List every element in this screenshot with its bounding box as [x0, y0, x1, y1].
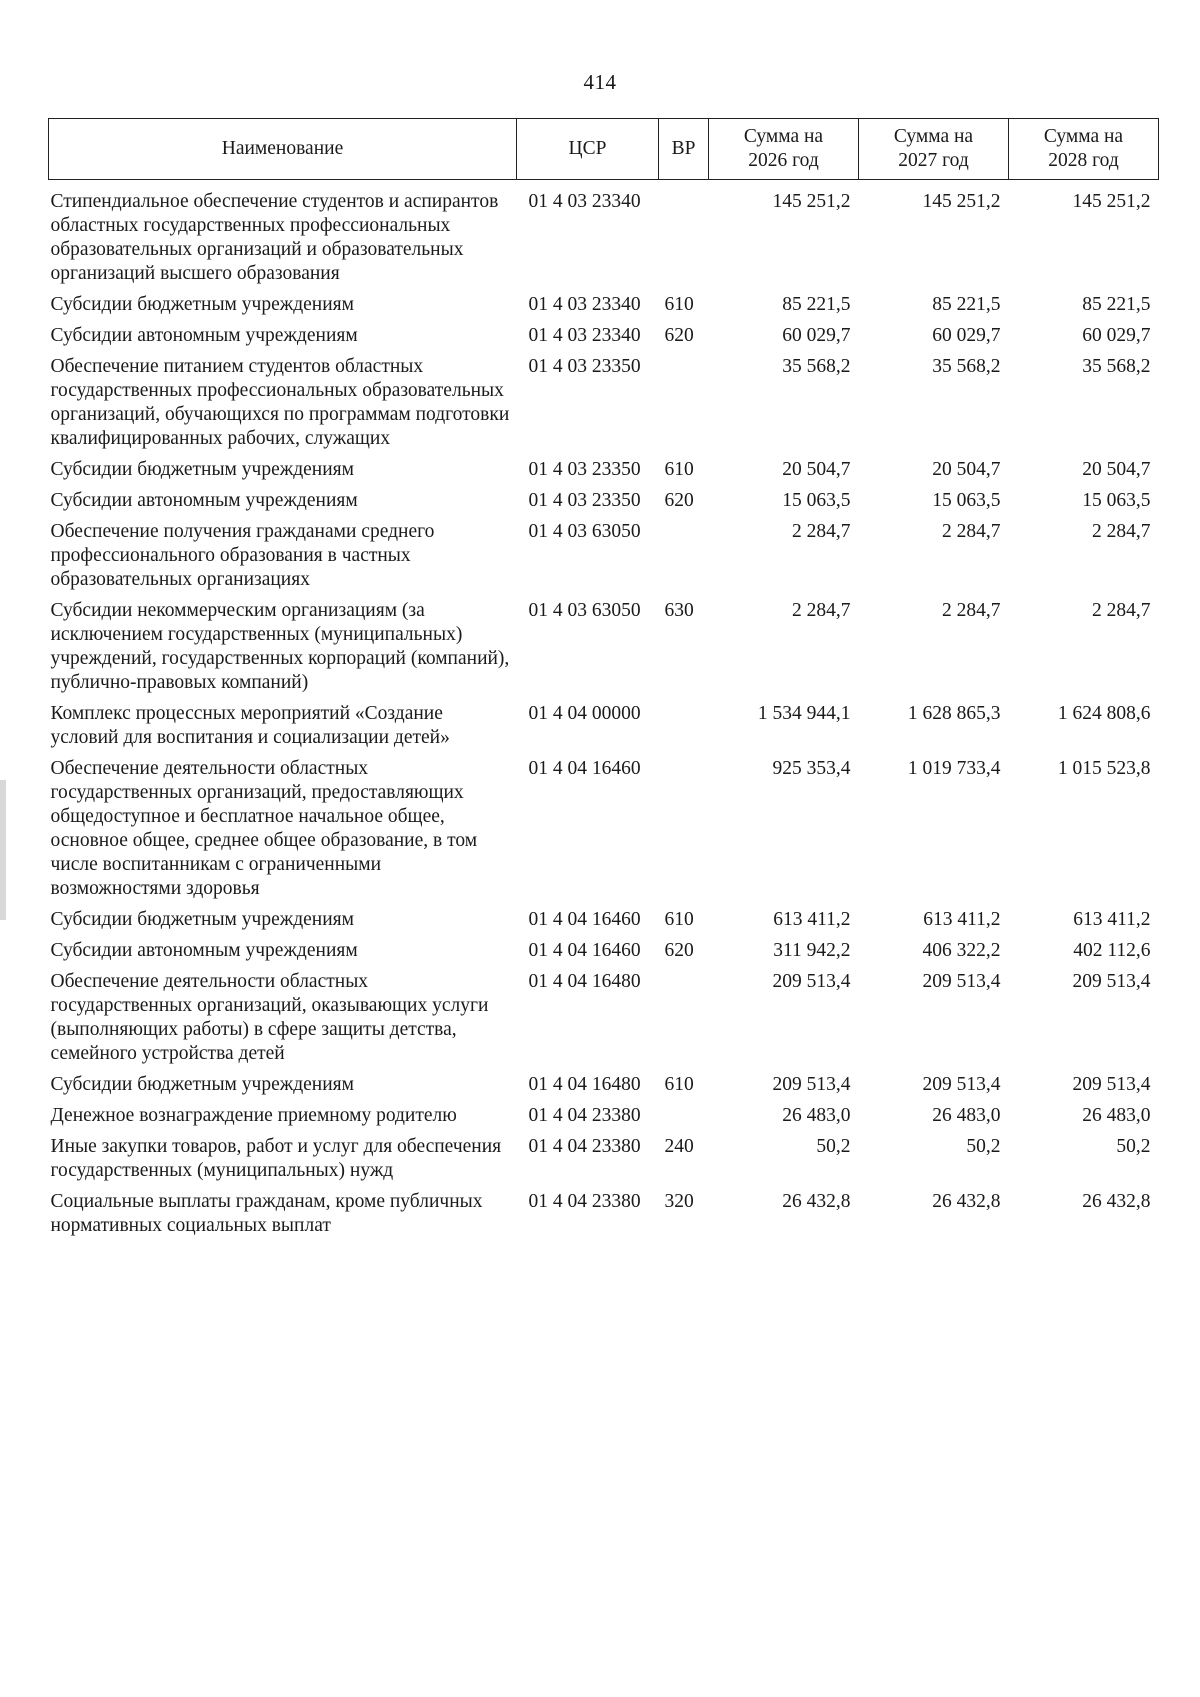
- row-sum-2027: 26 483,0: [932, 1105, 1001, 1126]
- header-sum-2027-line2: 2027 год: [898, 150, 969, 171]
- row-vr: 620: [664, 490, 694, 511]
- row-csr: 01 4 03 23350: [528, 356, 641, 377]
- table-row: [49, 321, 1159, 352]
- row-sum-2026: 145 251,2: [772, 191, 851, 212]
- row-name: Иные закупки товаров, работ и услуг для обеспечения государственных (муниципальных) нужд: [50, 1136, 502, 1181]
- header-sum-2026: [709, 119, 859, 180]
- row-vr: 320: [664, 1191, 694, 1212]
- row-sum-2028: 60 029,7: [1082, 325, 1151, 346]
- row-vr: [659, 967, 709, 1070]
- table-row: [49, 596, 1159, 699]
- row-name: Субсидии бюджетным учреждениям: [50, 459, 354, 480]
- row-sum-2027: 209 513,4: [922, 971, 1001, 992]
- row-name: Субсидии бюджетным учреждениям: [50, 909, 354, 930]
- header-sum-2028-line1: Сумма на: [1043, 126, 1124, 147]
- row-csr: 01 4 03 23340: [528, 294, 641, 315]
- row-csr: 01 4 03 23340: [528, 191, 641, 212]
- table-body: [49, 180, 1159, 1243]
- header-csr: ЦСР: [517, 119, 659, 180]
- row-sum-2027: 20 504,7: [932, 459, 1001, 480]
- row-csr: 01 4 04 23380: [528, 1136, 641, 1157]
- header-sum-2027: [859, 119, 1009, 180]
- row-sum-2027: 2 284,7: [942, 521, 1001, 542]
- row-vr: [659, 180, 709, 291]
- row-sum-2026: 613 411,2: [773, 909, 851, 930]
- header-sum-2026-line2: 2026 год: [748, 150, 819, 171]
- row-sum-2027: 209 513,4: [922, 1074, 1001, 1095]
- row-name: Комплекс процессных мероприятий «Создание условий для воспитания и социализации детей»: [50, 703, 450, 748]
- row-sum-2026: 209 513,4: [772, 971, 851, 992]
- row-sum-2026: 311 942,2: [773, 940, 851, 961]
- row-name: Обеспечение деятельности областных государственных организаций, оказывающих услуги (выполняющих работы) в сфере защиты детства, семейного устройства детей: [50, 971, 489, 1064]
- row-sum-2026: 209 513,4: [772, 1074, 851, 1095]
- table-row: [49, 699, 1159, 754]
- row-sum-2026: 26 432,8: [782, 1191, 851, 1212]
- row-csr: 01 4 04 23380: [528, 1191, 641, 1212]
- row-sum-2026: 60 029,7: [782, 325, 851, 346]
- row-vr: [659, 1101, 709, 1132]
- row-sum-2028: 2 284,7: [1092, 521, 1151, 542]
- header-row: [49, 119, 1159, 180]
- row-csr: 01 4 03 23350: [528, 459, 641, 480]
- row-vr: [659, 754, 709, 905]
- table-row: [49, 1132, 1159, 1187]
- row-name: Стипендиальное обеспечение студентов и аспирантов областных государственных профессиональных образовательных организаций и образовательных организаций высшего образования: [50, 191, 499, 284]
- row-csr: 01 4 04 23380: [528, 1105, 641, 1126]
- row-sum-2028: 50,2: [1116, 1136, 1151, 1157]
- row-csr: 01 4 03 63050: [528, 521, 641, 542]
- row-name: Субсидии бюджетным учреждениям: [50, 1074, 354, 1095]
- table-row: [49, 290, 1159, 321]
- header-vr: ВР: [659, 119, 709, 180]
- row-name: Субсидии бюджетным учреждениям: [50, 294, 354, 315]
- row-sum-2026: 85 221,5: [782, 294, 851, 315]
- row-sum-2028: 613 411,2: [1073, 909, 1151, 930]
- row-sum-2026: 925 353,4: [772, 758, 851, 779]
- row-sum-2028: 145 251,2: [1072, 191, 1151, 212]
- row-sum-2026: 1 534 944,1: [757, 703, 851, 724]
- table-row: [49, 1070, 1159, 1101]
- row-sum-2026: 2 284,7: [792, 600, 851, 621]
- row-csr: 01 4 04 16480: [528, 1074, 641, 1095]
- row-sum-2028: 1 015 523,8: [1057, 758, 1151, 779]
- row-sum-2027: 2 284,7: [942, 600, 1001, 621]
- table-row: [49, 455, 1159, 486]
- table-row: [49, 352, 1159, 455]
- row-sum-2027: 50,2: [966, 1136, 1001, 1157]
- row-vr: 620: [664, 940, 694, 961]
- row-vr: 610: [664, 459, 694, 480]
- row-sum-2028: 85 221,5: [1082, 294, 1151, 315]
- header-name: Наименование: [49, 119, 517, 180]
- row-csr: 01 4 04 16480: [528, 971, 641, 992]
- row-name: Денежное вознаграждение приемному родителю: [50, 1105, 457, 1126]
- row-vr: [659, 517, 709, 596]
- header-sum-2028-line2: 2028 год: [1048, 150, 1119, 171]
- budget-table: [48, 118, 1159, 1242]
- row-sum-2027: 35 568,2: [932, 356, 1001, 377]
- row-sum-2028: 209 513,4: [1072, 1074, 1151, 1095]
- scan-edge-shadow: [0, 780, 6, 920]
- table-header: [49, 119, 1159, 180]
- row-vr: [659, 699, 709, 754]
- table-row: [49, 486, 1159, 517]
- row-sum-2026: 35 568,2: [782, 356, 851, 377]
- row-vr: 630: [664, 600, 694, 621]
- row-name: Субсидии автономным учреждениям: [50, 940, 358, 961]
- row-sum-2027: 60 029,7: [932, 325, 1001, 346]
- row-sum-2027: 1 019 733,4: [907, 758, 1001, 779]
- row-sum-2028: 26 483,0: [1082, 1105, 1151, 1126]
- row-sum-2028: 15 063,5: [1082, 490, 1151, 511]
- row-name: Обеспечение питанием студентов областных государственных профессиональных образовательных организаций, обучающихся по программам подготовки квалифицированных рабочих, служащих: [50, 356, 510, 449]
- row-sum-2027: 26 432,8: [932, 1191, 1001, 1212]
- row-csr: 01 4 04 16460: [528, 909, 641, 930]
- header-sum-2028: [1009, 119, 1159, 180]
- row-sum-2026: 2 284,7: [792, 521, 851, 542]
- header-sum-2027-line1: Сумма на: [893, 126, 974, 147]
- row-csr: 01 4 04 16460: [528, 940, 641, 961]
- table-row: [49, 1187, 1159, 1242]
- row-vr: 240: [664, 1136, 694, 1157]
- row-csr: 01 4 04 16460: [528, 758, 641, 779]
- table-row: [49, 180, 1159, 291]
- row-csr: 01 4 03 63050: [528, 600, 641, 621]
- row-vr: [659, 352, 709, 455]
- row-sum-2028: 35 568,2: [1082, 356, 1151, 377]
- page-number: 414: [583, 70, 617, 94]
- row-sum-2028: 26 432,8: [1082, 1191, 1151, 1212]
- table-row: [49, 517, 1159, 596]
- row-sum-2026: 50,2: [816, 1136, 851, 1157]
- table-row: [49, 967, 1159, 1070]
- row-name: Субсидии некоммерческим организациям (за исключением государственных (муниципальных) учреждений, государственных корпораций (компаний), публично-правовых компаний): [50, 600, 510, 693]
- row-vr: 620: [664, 325, 694, 346]
- row-sum-2027: 1 628 865,3: [907, 703, 1001, 724]
- row-sum-2028: 402 112,6: [1073, 940, 1151, 961]
- row-name: Социальные выплаты гражданам, кроме публичных нормативных социальных выплат: [50, 1191, 483, 1236]
- table-row: [49, 905, 1159, 936]
- row-sum-2026: 15 063,5: [782, 490, 851, 511]
- row-csr: 01 4 04 00000: [528, 703, 641, 724]
- row-sum-2027: 85 221,5: [932, 294, 1001, 315]
- row-vr: 610: [664, 909, 694, 930]
- row-sum-2027: 145 251,2: [922, 191, 1001, 212]
- row-sum-2026: 26 483,0: [782, 1105, 851, 1126]
- row-sum-2027: 406 322,2: [922, 940, 1001, 961]
- table-row: [49, 754, 1159, 905]
- row-sum-2028: 209 513,4: [1072, 971, 1151, 992]
- row-csr: 01 4 03 23350: [528, 490, 641, 511]
- row-sum-2028: 20 504,7: [1082, 459, 1151, 480]
- row-sum-2027: 613 411,2: [923, 909, 1001, 930]
- row-sum-2028: 2 284,7: [1092, 600, 1151, 621]
- header-sum-2026-line1: Сумма на: [743, 126, 824, 147]
- row-name: Субсидии автономным учреждениям: [50, 325, 358, 346]
- row-name: Обеспечение деятельности областных государственных организаций, предоставляющих общедоступное и бесплатное начальное общее, основное общее, среднее общее образование, в том числе воспитанникам с ограниченными возможностями здоровья: [50, 758, 478, 899]
- table-row: [49, 1101, 1159, 1132]
- row-sum-2027: 15 063,5: [932, 490, 1001, 511]
- row-csr: 01 4 03 23340: [528, 325, 641, 346]
- row-vr: 610: [664, 1074, 694, 1095]
- row-name: Обеспечение получения гражданами среднего профессионального образования в частных образовательных организациях: [50, 521, 435, 590]
- row-name: Субсидии автономным учреждениям: [50, 490, 358, 511]
- row-sum-2026: 20 504,7: [782, 459, 851, 480]
- table-row: [49, 936, 1159, 967]
- row-sum-2028: 1 624 808,6: [1057, 703, 1151, 724]
- row-vr: 610: [664, 294, 694, 315]
